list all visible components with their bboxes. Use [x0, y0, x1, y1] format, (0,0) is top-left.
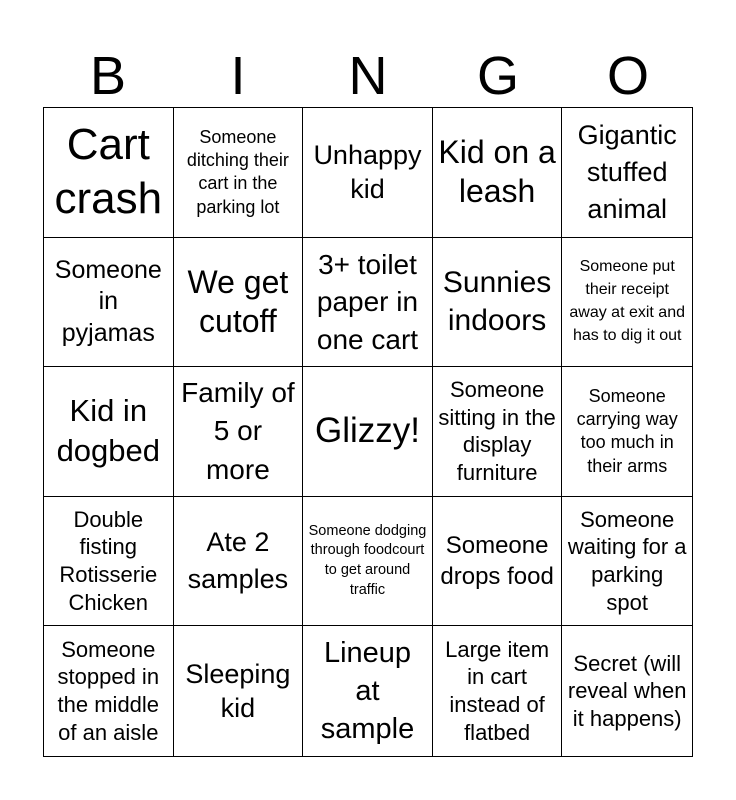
bingo-cell[interactable]	[303, 238, 433, 368]
bingo-cell[interactable]	[303, 497, 433, 627]
header-letter-n: N	[348, 46, 388, 106]
bingo-cell[interactable]	[44, 238, 174, 368]
cell-text: Ate 2 samples	[187, 526, 289, 595]
cell-text: Lineup at sample	[320, 636, 415, 746]
bingo-cell[interactable]	[562, 108, 692, 238]
bingo-cell[interactable]	[174, 238, 304, 368]
cell-text: Someone stopped in the middle of an aisle	[57, 636, 160, 745]
cell-text: 3+ toilet paper in one cart	[316, 248, 419, 355]
cell-text: Glizzy!	[314, 411, 420, 451]
bingo-cell[interactable]	[433, 108, 563, 238]
cell-text: Someone sitting in the display furniture	[438, 377, 556, 486]
header-letter-o: O	[606, 46, 649, 106]
bingo-cell[interactable]	[562, 626, 692, 756]
bingo-cell[interactable]	[433, 626, 563, 756]
cell-text: Kid on a leash	[438, 134, 556, 210]
cell-text: Cart crash	[54, 119, 163, 224]
cell-text: Someone waiting for a parking spot	[567, 506, 687, 615]
cell-text: Someone in pyjamas	[54, 256, 162, 347]
bingo-cell[interactable]	[174, 497, 304, 627]
cell-text: Kid in dogbed	[56, 392, 161, 469]
cell-text: Gigantic stuffed animal	[577, 120, 677, 224]
bingo-cell[interactable]	[174, 626, 304, 756]
bingo-cell[interactable]	[303, 108, 433, 238]
cell-text: Someone ditching their cart in the parking lot	[186, 126, 289, 217]
header-letter-i: I	[230, 46, 246, 106]
cell-text: Family of 5 or more	[181, 376, 295, 485]
cell-text: Someone drops food	[440, 531, 554, 591]
bingo-cell[interactable]	[44, 108, 174, 238]
header-letter-b: B	[89, 46, 127, 106]
bingo-cell[interactable]	[174, 367, 304, 497]
bingo-cell[interactable]	[562, 238, 692, 368]
bingo-header	[43, 44, 693, 108]
bingo-cell[interactable]	[44, 626, 174, 756]
cell-text: Sleeping kid	[185, 658, 291, 724]
cell-text: Unhappy kid	[313, 139, 422, 205]
header-letter-g: G	[476, 46, 519, 106]
bingo-cell[interactable]	[303, 367, 433, 497]
bingo-cell[interactable]	[433, 497, 563, 627]
cell-text: Someone dodging through foodcourt to get around traffic	[308, 522, 427, 598]
cell-text: Large item in cart instead of flatbed	[445, 636, 550, 745]
cell-text: Someone carrying way too much in their arms	[576, 385, 678, 476]
cell-text: We get cutoff	[187, 263, 289, 339]
bingo-cell[interactable]	[303, 626, 433, 756]
bingo-cell[interactable]	[562, 367, 692, 497]
cell-text: Double fisting Rotisserie Chicken	[59, 506, 158, 615]
bingo-card-grid	[43, 107, 693, 757]
bingo-cell[interactable]	[562, 497, 692, 627]
bingo-cell[interactable]	[44, 497, 174, 627]
bingo-cell[interactable]	[433, 238, 563, 368]
cell-text: Someone put their receipt away at exit and has to dig it out	[569, 258, 685, 344]
cell-text: Sunnies indoors	[442, 266, 552, 337]
bingo-cell[interactable]	[433, 367, 563, 497]
bingo-cell[interactable]	[44, 367, 174, 497]
cell-text: Secret (will reveal when it happens)	[567, 650, 687, 732]
bingo-cell[interactable]	[174, 108, 304, 238]
